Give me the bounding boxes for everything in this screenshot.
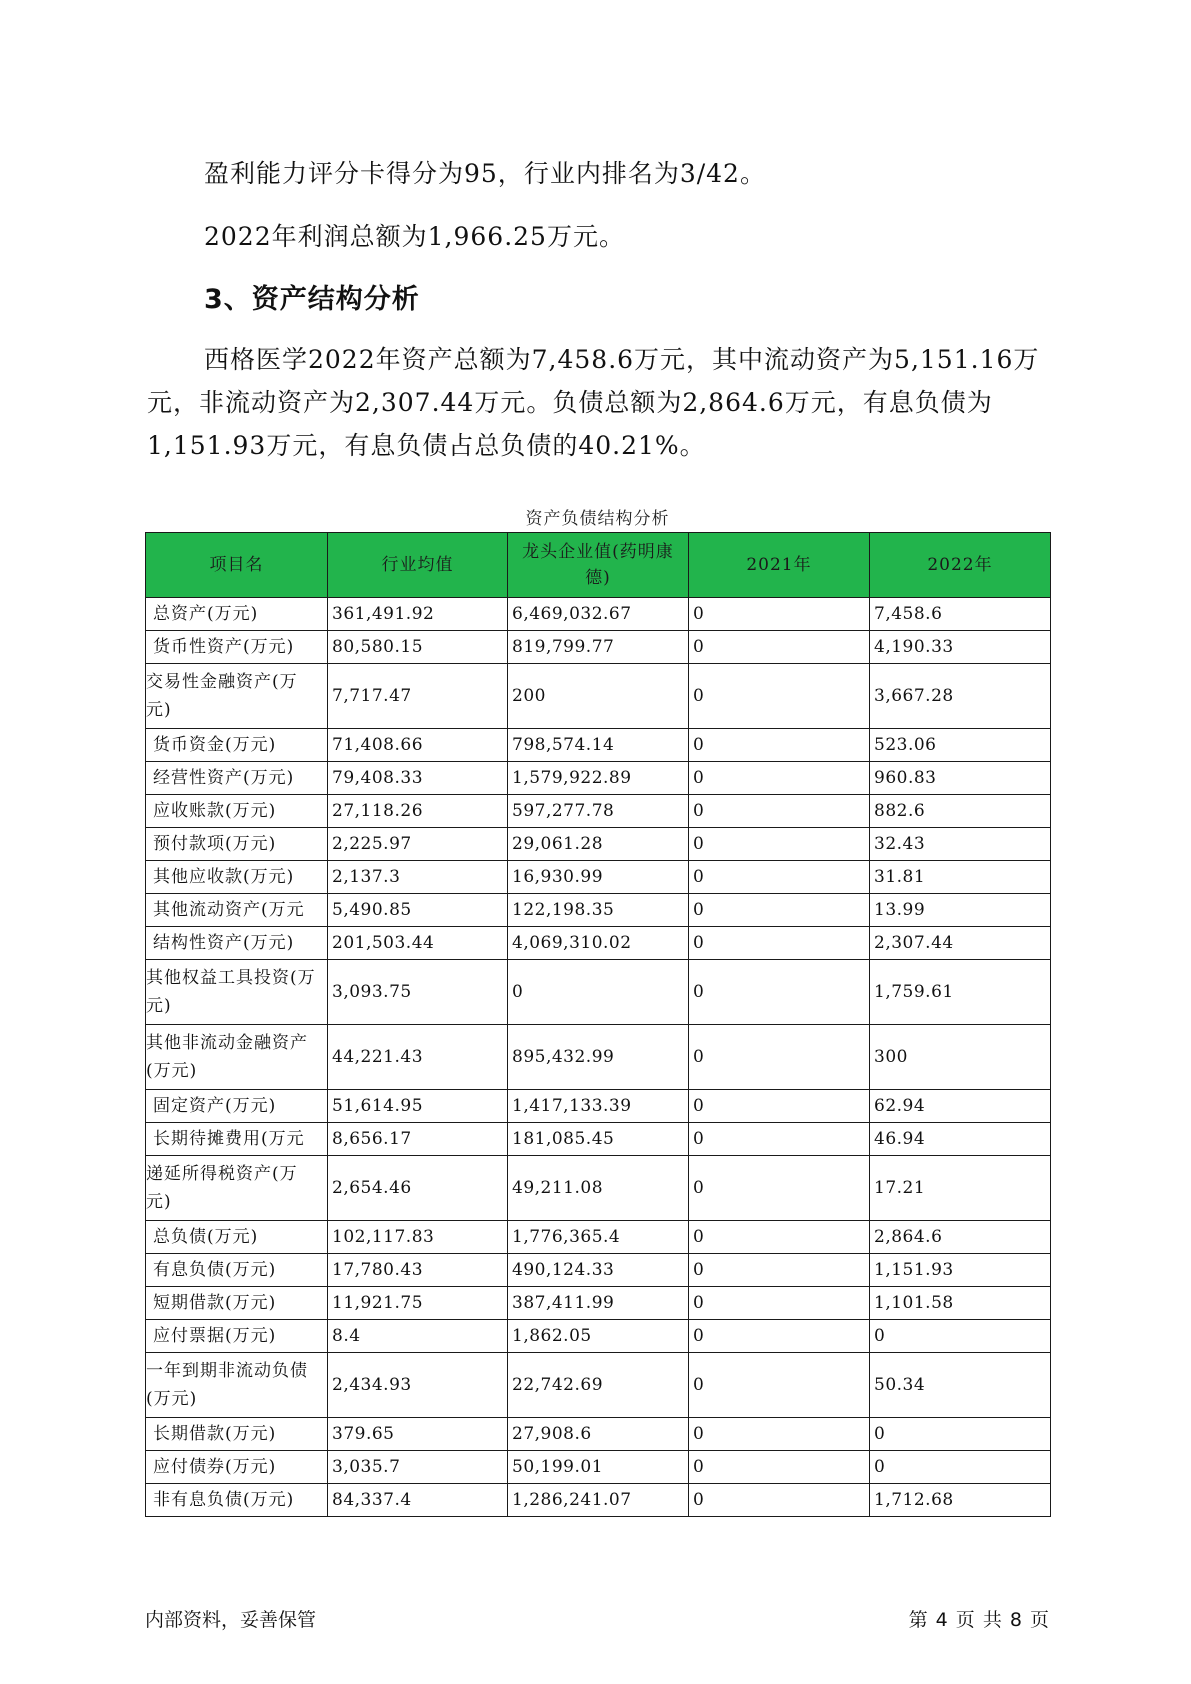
- leader-value-cell: 895,432.99: [508, 1025, 689, 1090]
- industry-average-cell: 17,780.43: [328, 1254, 508, 1287]
- year-2022-cell: 960.83: [870, 762, 1051, 795]
- industry-average-cell: 8,656.17: [328, 1123, 508, 1156]
- leader-value-cell: 0: [508, 960, 689, 1025]
- leader-value-cell: 6,469,032.67: [508, 598, 689, 631]
- table-row: [146, 1320, 1051, 1353]
- leader-value-cell: 1,862.05: [508, 1320, 689, 1353]
- industry-average-cell: 3,035.7: [328, 1451, 508, 1484]
- leader-value-cell: 4,069,310.02: [508, 927, 689, 960]
- year-2022-cell: 46.94: [870, 1123, 1051, 1156]
- year-2022-cell: 882.6: [870, 795, 1051, 828]
- leader-value-cell: 819,799.77: [508, 631, 689, 664]
- leader-value-cell: 798,574.14: [508, 729, 689, 762]
- year-2021-cell: 0: [689, 1025, 870, 1090]
- table-row: [146, 1025, 1051, 1090]
- year-2021-cell: 0: [689, 1418, 870, 1451]
- year-2022-cell: 50.34: [870, 1353, 1051, 1418]
- row-name-cell: 货币资金(万元): [146, 729, 328, 762]
- table-row: [146, 960, 1051, 1025]
- row-name-cell: 长期待摊费用(万元: [146, 1123, 328, 1156]
- total-profit-paragraph: 2022年利润总额为1,966.25万元。: [204, 222, 625, 251]
- year-2022-cell: 2,864.6: [870, 1221, 1051, 1254]
- year-2022-cell: 1,712.68: [870, 1484, 1051, 1517]
- row-name-cell: 长期借款(万元): [146, 1418, 328, 1451]
- row-name-cell: 其他权益工具投资(万元): [146, 960, 328, 1025]
- year-2021-cell: 0: [689, 631, 870, 664]
- year-2022-cell: 1,151.93: [870, 1254, 1051, 1287]
- table-row: [146, 1451, 1051, 1484]
- year-2022-cell: 0: [870, 1418, 1051, 1451]
- industry-average-cell: 51,614.95: [328, 1090, 508, 1123]
- table-header-row: [146, 533, 1051, 598]
- footer-page-number: 第 4 页 共 8 页: [908, 1609, 1049, 1631]
- industry-average-cell: 201,503.44: [328, 927, 508, 960]
- table-row: [146, 1484, 1051, 1517]
- year-2021-cell: 0: [689, 1123, 870, 1156]
- table-row: [146, 598, 1051, 631]
- industry-average-cell: 79,408.33: [328, 762, 508, 795]
- year-2022-cell: 1,759.61: [870, 960, 1051, 1025]
- industry-average-cell: 2,434.93: [328, 1353, 508, 1418]
- leader-value-cell: 50,199.01: [508, 1451, 689, 1484]
- row-name-cell: 其他非流动金融资产(万元): [146, 1025, 328, 1090]
- table-row: [146, 795, 1051, 828]
- table-row: [146, 664, 1051, 729]
- industry-average-cell: 84,337.4: [328, 1484, 508, 1517]
- industry-average-cell: 379.65: [328, 1418, 508, 1451]
- row-name-cell: 有息负债(万元): [146, 1254, 328, 1287]
- row-name-cell: 一年到期非流动负债(万元): [146, 1353, 328, 1418]
- leader-value-cell: 22,742.69: [508, 1353, 689, 1418]
- leader-value-cell: 1,776,365.4: [508, 1221, 689, 1254]
- year-2022-cell: 2,307.44: [870, 927, 1051, 960]
- footer-confidential-note: 内部资料，妥善保管: [145, 1609, 317, 1631]
- year-2021-cell: 0: [689, 762, 870, 795]
- year-2021-cell: 0: [689, 1090, 870, 1123]
- table-row: [146, 1123, 1051, 1156]
- table-body: [146, 598, 1051, 1517]
- industry-average-cell: 2,225.97: [328, 828, 508, 861]
- table-row: [146, 1254, 1051, 1287]
- year-2022-cell: 13.99: [870, 894, 1051, 927]
- leader-value-cell: 200: [508, 664, 689, 729]
- table-row: [146, 828, 1051, 861]
- year-2022-cell: 4,190.33: [870, 631, 1051, 664]
- year-2022-cell: 0: [870, 1451, 1051, 1484]
- year-2021-cell: 0: [689, 1221, 870, 1254]
- year-2021-cell: 0: [689, 1451, 870, 1484]
- table-row: [146, 927, 1051, 960]
- table-row: [146, 1221, 1051, 1254]
- row-name-cell: 结构性资产(万元): [146, 927, 328, 960]
- year-2021-cell: 0: [689, 1484, 870, 1517]
- balance-sheet-table-container: [145, 532, 1051, 1517]
- year-2022-cell: 31.81: [870, 861, 1051, 894]
- row-name-cell: 应付债券(万元): [146, 1451, 328, 1484]
- row-name-cell: 货币性资产(万元): [146, 631, 328, 664]
- industry-average-cell: 80,580.15: [328, 631, 508, 664]
- leader-value-cell: 49,211.08: [508, 1156, 689, 1221]
- row-name-cell: 递延所得税资产(万元): [146, 1156, 328, 1221]
- leader-value-cell: 490,124.33: [508, 1254, 689, 1287]
- year-2021-cell: 0: [689, 598, 870, 631]
- table-row: [146, 1287, 1051, 1320]
- leader-value-cell: 29,061.28: [508, 828, 689, 861]
- year-2022-cell: 1,101.58: [870, 1287, 1051, 1320]
- year-2021-cell: 0: [689, 960, 870, 1025]
- leader-value-cell: 597,277.78: [508, 795, 689, 828]
- leader-value-cell: 122,198.35: [508, 894, 689, 927]
- row-name-cell: 经营性资产(万元): [146, 762, 328, 795]
- row-name-cell: 交易性金融资产(万元): [146, 664, 328, 729]
- leader-value-cell: 1,417,133.39: [508, 1090, 689, 1123]
- row-name-cell: 总负债(万元): [146, 1221, 328, 1254]
- year-2022-cell: 32.43: [870, 828, 1051, 861]
- row-name-cell: 固定资产(万元): [146, 1090, 328, 1123]
- leader-value-cell: 27,908.6: [508, 1418, 689, 1451]
- year-2021-cell: 0: [689, 729, 870, 762]
- year-2022-cell: 0: [870, 1320, 1051, 1353]
- asset-structure-paragraph: 西格医学2022年资产总额为7,458.6万元，其中流动资产为5,151.16万元，非流动资产为2,307.44万元。负债总额为2,864.6万元，有息负债为1,151.93万元，有息负债占总负债的40.21%。: [147, 345, 1040, 460]
- industry-average-cell: 8.4: [328, 1320, 508, 1353]
- industry-average-cell: 102,117.83: [328, 1221, 508, 1254]
- year-2021-cell: 0: [689, 828, 870, 861]
- industry-average-cell: 44,221.43: [328, 1025, 508, 1090]
- row-name-cell: 非有息负债(万元): [146, 1484, 328, 1517]
- header-leader-value: 龙头企业值(药明康德): [508, 533, 689, 598]
- leader-value-cell: 16,930.99: [508, 861, 689, 894]
- row-name-cell: 预付款项(万元): [146, 828, 328, 861]
- profitability-score-paragraph: 盈利能力评分卡得分为95，行业内排名为3/42。: [204, 159, 766, 188]
- year-2021-cell: 0: [689, 927, 870, 960]
- table-row: [146, 1156, 1051, 1221]
- table-row: [146, 894, 1051, 927]
- table-row: [146, 1353, 1051, 1418]
- table-row: [146, 1418, 1051, 1451]
- header-item-name: 项目名: [146, 533, 328, 598]
- row-name-cell: 短期借款(万元): [146, 1287, 328, 1320]
- table-row: [146, 762, 1051, 795]
- section-heading: 3、资产结构分析: [204, 284, 420, 315]
- table-row: [146, 861, 1051, 894]
- year-2021-cell: 0: [689, 1287, 870, 1320]
- industry-average-cell: 2,654.46: [328, 1156, 508, 1221]
- table-caption: 资产负债结构分析: [525, 509, 670, 529]
- leader-value-cell: 1,579,922.89: [508, 762, 689, 795]
- year-2021-cell: 0: [689, 1156, 870, 1221]
- industry-average-cell: 71,408.66: [328, 729, 508, 762]
- header-industry-average: 行业均值: [328, 533, 508, 598]
- year-2021-cell: 0: [689, 795, 870, 828]
- table-row: [146, 1090, 1051, 1123]
- header-year-2021: 2021年: [689, 533, 870, 598]
- balance-sheet-table: [145, 532, 1051, 1517]
- industry-average-cell: 27,118.26: [328, 795, 508, 828]
- header-year-2022: 2022年: [870, 533, 1051, 598]
- table-row: [146, 729, 1051, 762]
- row-name-cell: 其他流动资产(万元: [146, 894, 328, 927]
- row-name-cell: 其他应收款(万元): [146, 861, 328, 894]
- industry-average-cell: 3,093.75: [328, 960, 508, 1025]
- year-2021-cell: 0: [689, 1320, 870, 1353]
- industry-average-cell: 361,491.92: [328, 598, 508, 631]
- table-row: [146, 631, 1051, 664]
- row-name-cell: 应收账款(万元): [146, 795, 328, 828]
- year-2022-cell: 62.94: [870, 1090, 1051, 1123]
- leader-value-cell: 387,411.99: [508, 1287, 689, 1320]
- year-2022-cell: 7,458.6: [870, 598, 1051, 631]
- year-2022-cell: 523.06: [870, 729, 1051, 762]
- industry-average-cell: 7,717.47: [328, 664, 508, 729]
- row-name-cell: 应付票据(万元): [146, 1320, 328, 1353]
- year-2022-cell: 17.21: [870, 1156, 1051, 1221]
- industry-average-cell: 2,137.3: [328, 861, 508, 894]
- industry-average-cell: 5,490.85: [328, 894, 508, 927]
- year-2021-cell: 0: [689, 894, 870, 927]
- year-2021-cell: 0: [689, 1353, 870, 1418]
- year-2021-cell: 0: [689, 1254, 870, 1287]
- year-2021-cell: 0: [689, 861, 870, 894]
- year-2022-cell: 3,667.28: [870, 664, 1051, 729]
- row-name-cell: 总资产(万元): [146, 598, 328, 631]
- year-2021-cell: 0: [689, 664, 870, 729]
- industry-average-cell: 11,921.75: [328, 1287, 508, 1320]
- leader-value-cell: 1,286,241.07: [508, 1484, 689, 1517]
- year-2022-cell: 300: [870, 1025, 1051, 1090]
- leader-value-cell: 181,085.45: [508, 1123, 689, 1156]
